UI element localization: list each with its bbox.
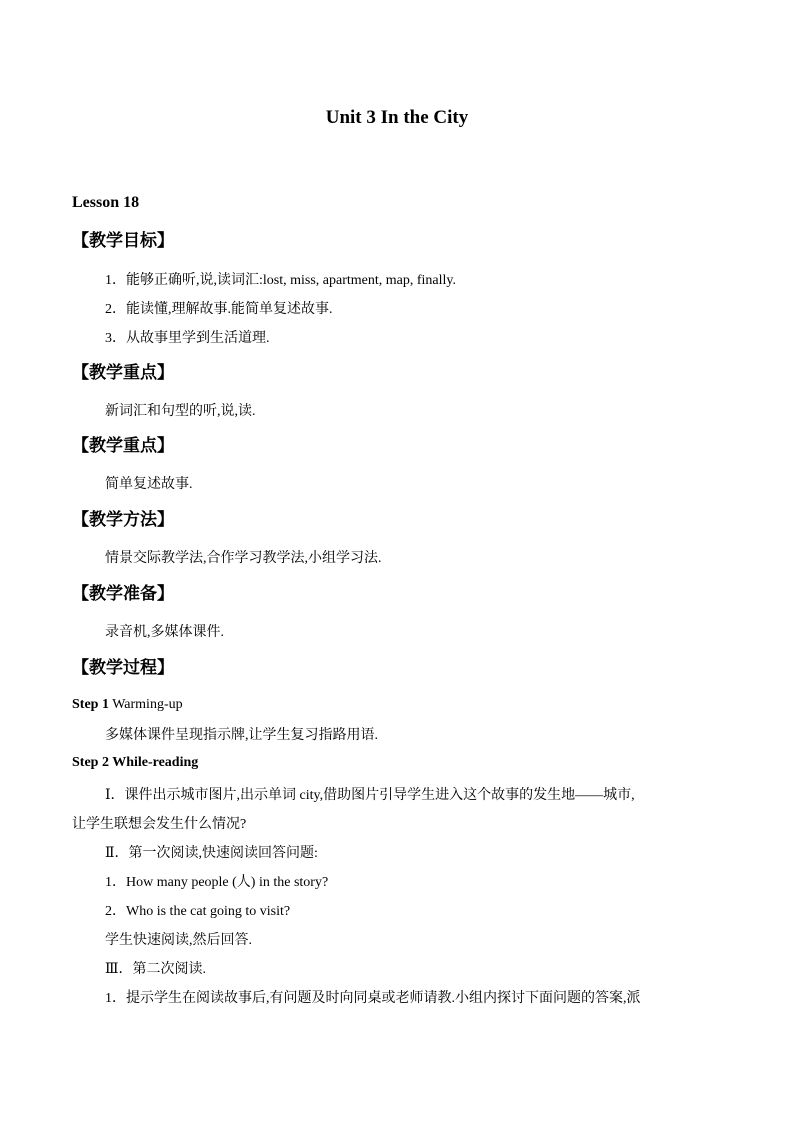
- step-2-question-1: 1．How many people (人) in the story?: [105, 875, 329, 890]
- objective-item-1: 1．能够正确听,说,读词汇:lost, miss, apartment, map, finally.: [105, 273, 457, 288]
- step-2-paragraph-3: Ⅲ．第二次阅读.: [105, 962, 207, 977]
- section-heading-preparation: 【教学准备】: [72, 584, 174, 603]
- step-1-heading: [72, 697, 183, 713]
- document-title: Unit 3 In the City: [325, 107, 469, 128]
- objective-item-3: 3．从故事里学到生活道理.: [105, 331, 270, 346]
- step-2-paragraph-1-line-2: 让学生联想会发生什么情况?: [72, 817, 247, 832]
- step-2-paragraph-3-item-1: 1．提示学生在阅读故事后,有问题及时向同桌或老师请教.小组内探讨下面问题的答案,派: [105, 991, 641, 1006]
- methods-text: 情景交际教学法,合作学习教学法,小组学习法.: [105, 551, 382, 566]
- step-2-label: Step 2 While-reading: [72, 755, 199, 770]
- keypoint-1-text: 新词汇和句型的听,说,读.: [105, 404, 256, 419]
- lesson-label: Lesson 18: [72, 194, 140, 211]
- step-2-paragraph-2: Ⅱ．第一次阅读,快速阅读回答问题:: [105, 846, 318, 861]
- step-1-text: 多媒体课件呈现指示牌,让学生复习指路用语.: [105, 728, 378, 743]
- step-2-paragraph-1-line-1: Ⅰ．课件出示城市图片,出示单词 city,借助图片引导学生进入这个故事的发生地——城市,: [105, 788, 635, 803]
- step-2-heading: [72, 755, 198, 771]
- keypoint-2-text: 简单复述故事.: [105, 477, 193, 492]
- step-2-question-2: 2．Who is the cat going to visit?: [105, 904, 291, 919]
- step-1-name: Warming-up: [108, 697, 183, 712]
- section-heading-process: 【教学过程】: [72, 658, 174, 677]
- preparation-text: 录音机,多媒体课件.: [105, 625, 224, 640]
- section-heading-keypoint-2: 【教学重点】: [72, 436, 174, 455]
- objective-item-2: 2．能读懂,理解故事.能简单复述故事.: [105, 302, 333, 317]
- step-2-answer-note: 学生快速阅读,然后回答.: [105, 933, 252, 948]
- section-heading-objectives: 【教学目标】: [72, 231, 174, 250]
- step-1-label: Step 1: [72, 697, 109, 712]
- section-heading-methods: 【教学方法】: [72, 510, 174, 529]
- section-heading-keypoint-1: 【教学重点】: [72, 363, 174, 382]
